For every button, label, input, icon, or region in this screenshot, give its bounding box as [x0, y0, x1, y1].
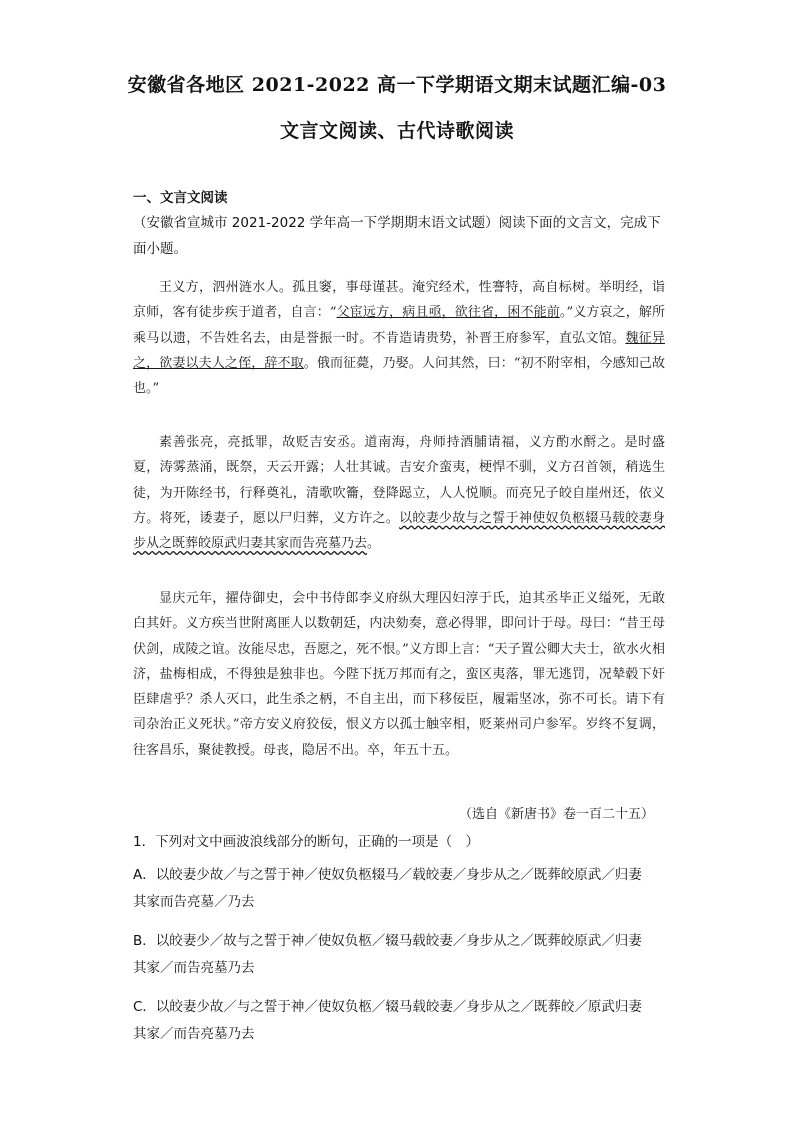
passage-paragraph-2: 素善张亮，亮抵罪，故贬吉安丞。道南海，舟师持酒脯请福，义方酌水酹之。是时盛夏，涛雾蒸涌，既祭，天云开露；人壮其诚。吉安介蛮夷，梗悍不驯，义方召首领，稍选生徒，为开陈经书，行释奠礼，清歌吹籥，登降跽立，人人悦顺。而亮兄子皎自崖州还，依义方。将死，诿妻子，愿以尸归葬，义方许之。以皎妻少故与之誓于神使奴负柩辍马载皎妻身步从之既葬皎原武归妻其家而告亮墓乃去。 [133, 435, 665, 552]
document-subtitle: 文言文阅读、古代诗歌阅读 [279, 120, 514, 142]
intro-text: （安徽省宣城市 2021-2022 学年高一下学期期末语文试题）阅读下面的文言文，完成下面小题。 [133, 215, 661, 257]
question-stem: 1．下列对文中画波浪线部分的断句，正确的一项是（ ） [133, 834, 480, 850]
passage-paragraph-1: 王义方，泗州涟水人。孤且窭，事母谨甚。淹究经术，性謇特，高自标树。举明经，诣京师，客有徒步疾于道者，自言：“父宦远方，病且亟，欲往省，困不能前。”义方哀之，解所乘马以遗，不告姓名去，由是誉振一时。不肯造请贵势，补晋王府参军，直弘文馆。魏征异之，欲妻以夫人之侄，辞不取。俄而征薨，乃娶。人问其然，曰：“初不附宰相，今感知己故也。” [133, 280, 665, 397]
option-a: A．以皎妻少故／与之誓于神／使奴负柩辍马／载皎妻／身步从之／既葬皎原武／归妻 其家而告亮墓／乃去 [133, 867, 642, 910]
underlined-sentence-1: 父宦远方，病且亟，欲往省，困不能前 [336, 305, 560, 321]
wavy-underlined-passage: 以皎妻少故与之誓于神使奴负柩辍马载皎妻身步从之既葬皎原武归妻其家而告亮墓乃去 [133, 510, 665, 552]
option-b: B．以皎妻少／故与之誓于神／使奴负柩／辍马载皎妻／身步从之／既葬皎原武／归妻 其家／而告亮墓乃去 [133, 933, 642, 976]
underlined-sentence-2: 魏征异之，欲妻以夫人之侄，辞不取 [133, 330, 665, 371]
option-c: C．以皎妻少故／与之誓于神／使奴负柩／辍马载皎妻／身步从之／既葬皎／原武归妻 其家／而告亮墓乃去 [133, 999, 642, 1042]
document-title: 安徽省各地区 2021-2022 高一下学期语文期末试题汇编-03 [127, 74, 667, 96]
passage-paragraph-3: 显庆元年，擢侍御史，会中书侍郎李义府纵大理囚妇淳于氏，迫其丞毕正义缢死，无敢白其奸。义方疾当世附离匪人以数朝廷，内决劾奏，意必得罪，即问计于母。母曰：“昔王母伏剑，成陵之谊。汝能尽忠，吾愿之，死不恨。”义方即上言：“天子置公卿大夫士，欲水火相济，盐梅相成，不得独是独非也。今陛下抚万邦而有之，蛮区夷落，罪无逃罚，况辇毂下奸臣肆虐乎？杀人灭口，此生杀之柄，不自主出，而下移佞臣，履霜坚冰，弥不可长。请下有司杂治正义死状。”帝方安义府狡佞，恨义方以孤士触宰相，贬莱州司户参军。岁终不复调，往客昌乐，聚徒教授。母丧，隐居不出。卒，年五十五。 [133, 591, 665, 758]
source-citation: （选自《新唐书》卷一百二十五） [458, 807, 654, 822]
section-heading: 一、文言文阅读 [133, 190, 228, 206]
